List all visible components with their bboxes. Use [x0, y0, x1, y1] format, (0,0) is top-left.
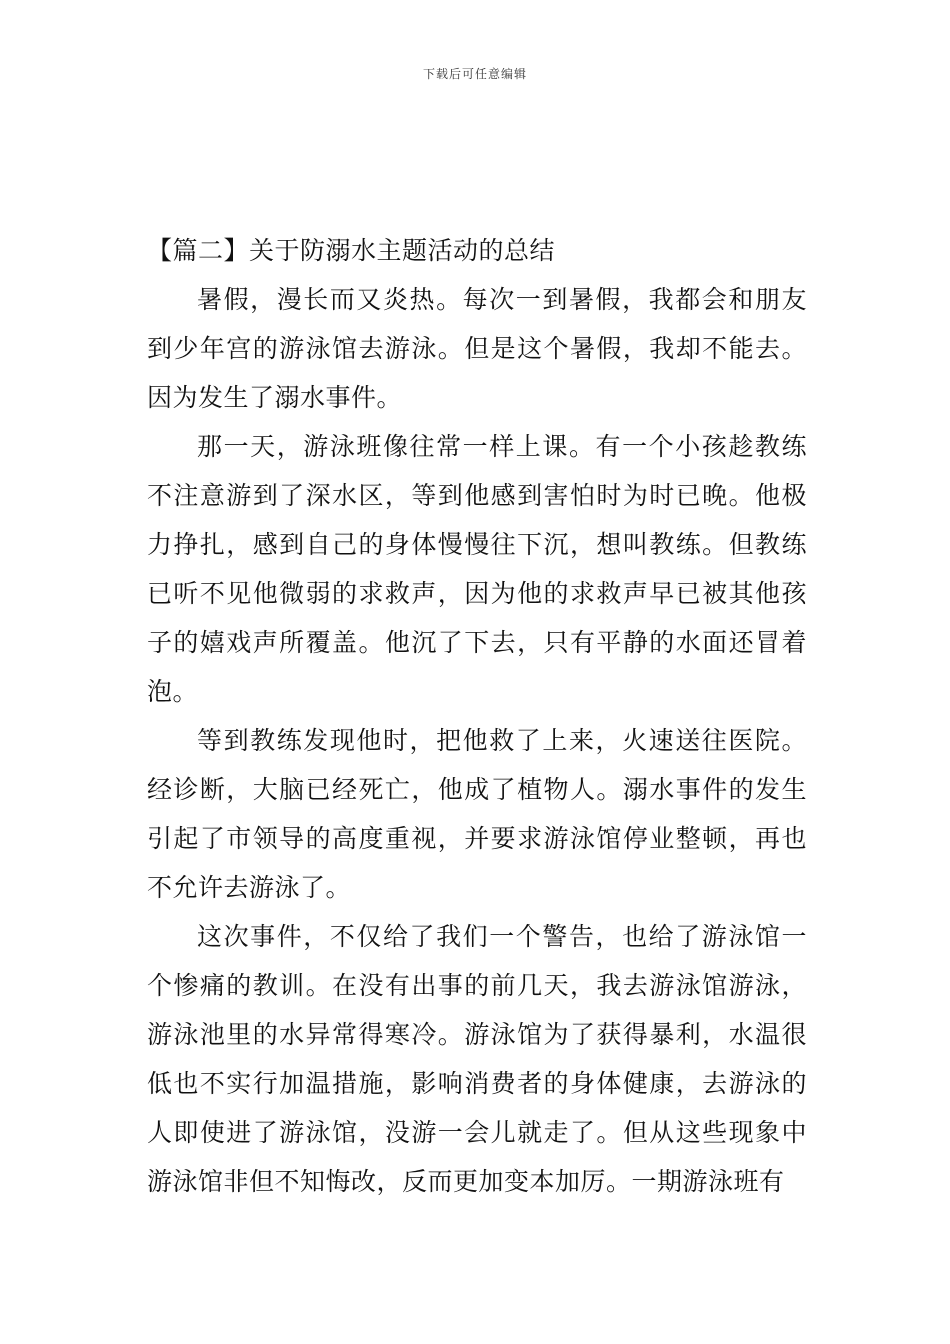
paragraph-3: 等到教练发现他时，把他救了上来，火速送往医院。经诊断，大脑已经死亡，他成了植物人。溺水事件的发生引起了市领导的高度重视，并要求游泳馆停业整顿，再也不允许去游泳了。: [147, 726, 807, 902]
paragraph-4: 这次事件，不仅给了我们一个警告，也给了游泳馆一个惨痛的教训。在没有出事的前几天，我去游泳馆游泳，游泳池里的水异常得寒冷。游泳馆为了获得暴利，水温很低也不实行加温措施，影响消费者的身体健康，去游泳的人即使进了游泳馆，没游一会儿就走了。但从这些现象中游泳馆非但不知悔改，反而更加变本加厉。一期游泳班有: [147, 922, 807, 1196]
document-body: [147, 226, 807, 1206]
paragraph-2: 那一天，游泳班像往常一样上课。有一个小孩趁教练不注意游到了深水区，等到他感到害怕时为时已晚。他极力挣扎，感到自己的身体慢慢往下沉，想叫教练。但教练已听不见他微弱的求救声，因为他的求救声早已被其他孩子的嬉戏声所覆盖。他沉了下去，只有平静的水面还冒着泡。: [147, 432, 807, 706]
paragraph-1: 暑假，漫长而又炎热。每次一到暑假，我都会和朋友到少年宫的游泳馆去游泳。但是这个暑假，我却不能去。因为发生了溺水事件。: [147, 285, 807, 412]
header-note: 下载后可任意编辑: [422, 67, 527, 81]
document-title: 【篇二】关于防溺水主题活动的总结: [147, 236, 556, 265]
